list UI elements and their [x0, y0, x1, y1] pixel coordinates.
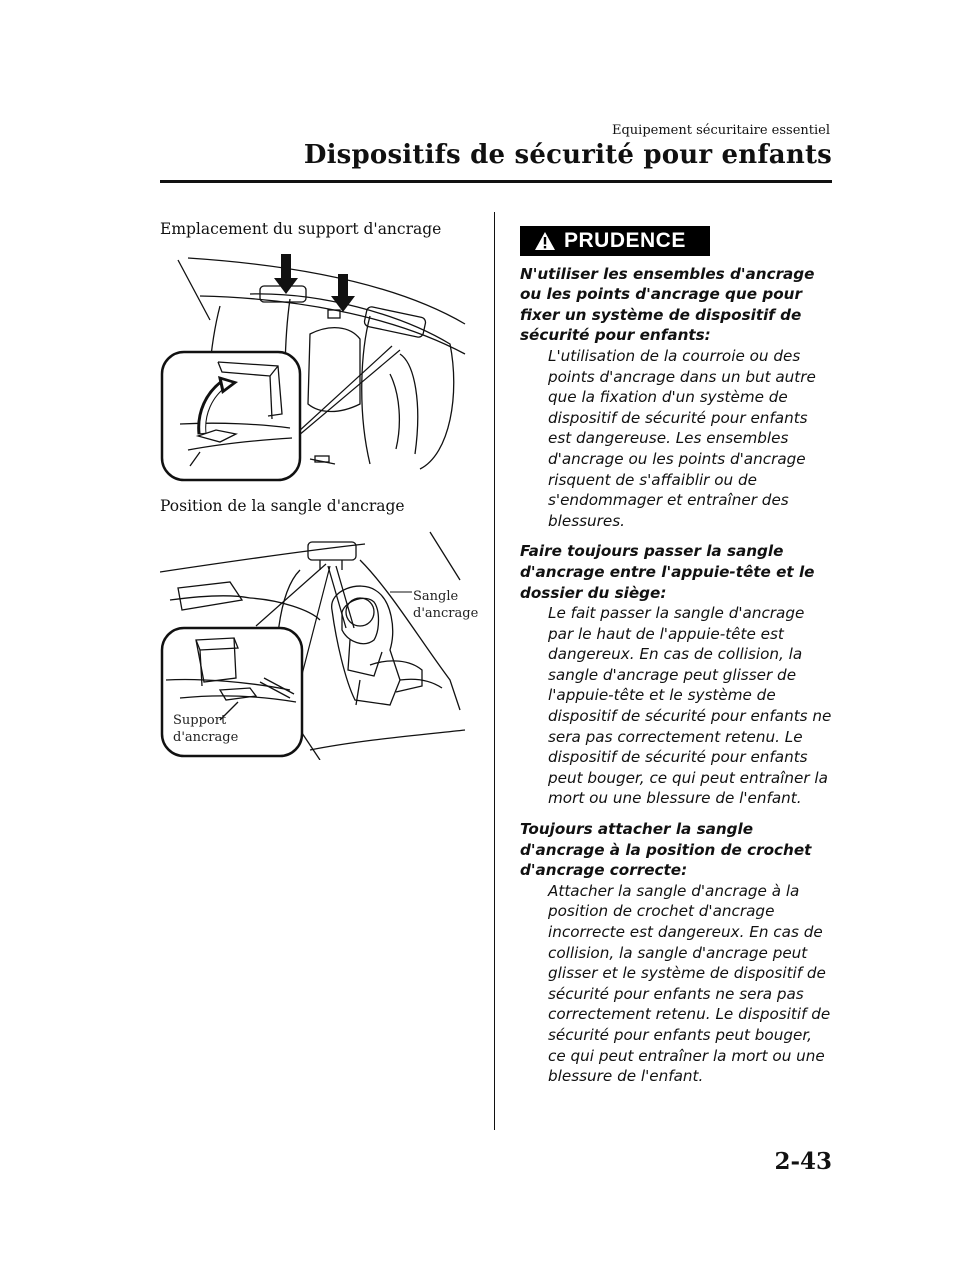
- caution-item-lead: Faire toujours passer la sangle d'ancrage entre l'appuie-tête et le dossier du siège:: [520, 542, 815, 602]
- caution-item: [520, 819, 832, 1087]
- column-divider: [494, 212, 495, 1130]
- label-support-ancrage: Support d'ancrage: [173, 713, 239, 745]
- page-number: 2-43: [774, 1148, 832, 1175]
- caution-item-body: Attacher la sangle d'ancrage à la position de crochet d'ancrage incorrecte est dangereux. En cas de collision, la sangle d'ancrage peut glisser et le système de dispositif de sécurité pour enfants ne sera pas correctement retenu. Le dispositif de sécurité pour enfants peut bouger, ce qui peut entraîner la mort ou une blessure de l'enfant.: [548, 881, 831, 1086]
- figure-caption-strap-position: Position de la sangle d'ancrage: [160, 497, 405, 515]
- figure-caption-anchor-location: Emplacement du support d'ancrage: [160, 220, 442, 238]
- anchor-location-illustration: [160, 254, 470, 484]
- caution-item-lead: Toujours attacher la sangle d'ancrage à la position de crochet d'ancrage correcte:: [520, 820, 812, 880]
- caution-item-body: L'utilisation de la courroie ou des points d'ancrage dans un but autre que la fixation d'un système de dispositif de sécurité pour enfants est dangereuse. Les ensembles d'ancrage ou les points d'ancrage risquent de s'affaiblir ou de s'endommager et entraîner des blessures.: [548, 346, 816, 530]
- caution-badge: [520, 226, 710, 256]
- caution-item: [520, 264, 832, 532]
- caution-column: [520, 226, 832, 1087]
- header-section-label: Equipement sécuritaire essentiel: [611, 123, 830, 138]
- caution-item-lead: N'utiliser les ensembles d'ancrage ou les points d'ancrage que pour fixer un système de dispositif de sécurité pour enfants:: [520, 264, 815, 345]
- label-sangle-ancrage: Sangle d'ancrage: [413, 589, 479, 621]
- caution-item: [520, 541, 832, 809]
- warning-triangle-icon: [534, 231, 556, 251]
- caution-label: PRUDENCE: [564, 228, 686, 252]
- page-title: Dispositifs de sécurité pour enfants: [303, 140, 832, 170]
- header-rule: [160, 180, 832, 183]
- caution-item-body: Le fait passer la sangle d'ancrage par le haut de l'appuie-tête est dangereux. En cas de collision, la sangle d'ancrage peut glisser de l'appuie-tête et le système de dispositif de sécurité pour enfants ne sera pas correctement retenu. Le dispositif de sécurité pour enfants peut bouger, ce qui peut entraîner la mort ou une blessure de l'enfant.: [548, 604, 832, 808]
